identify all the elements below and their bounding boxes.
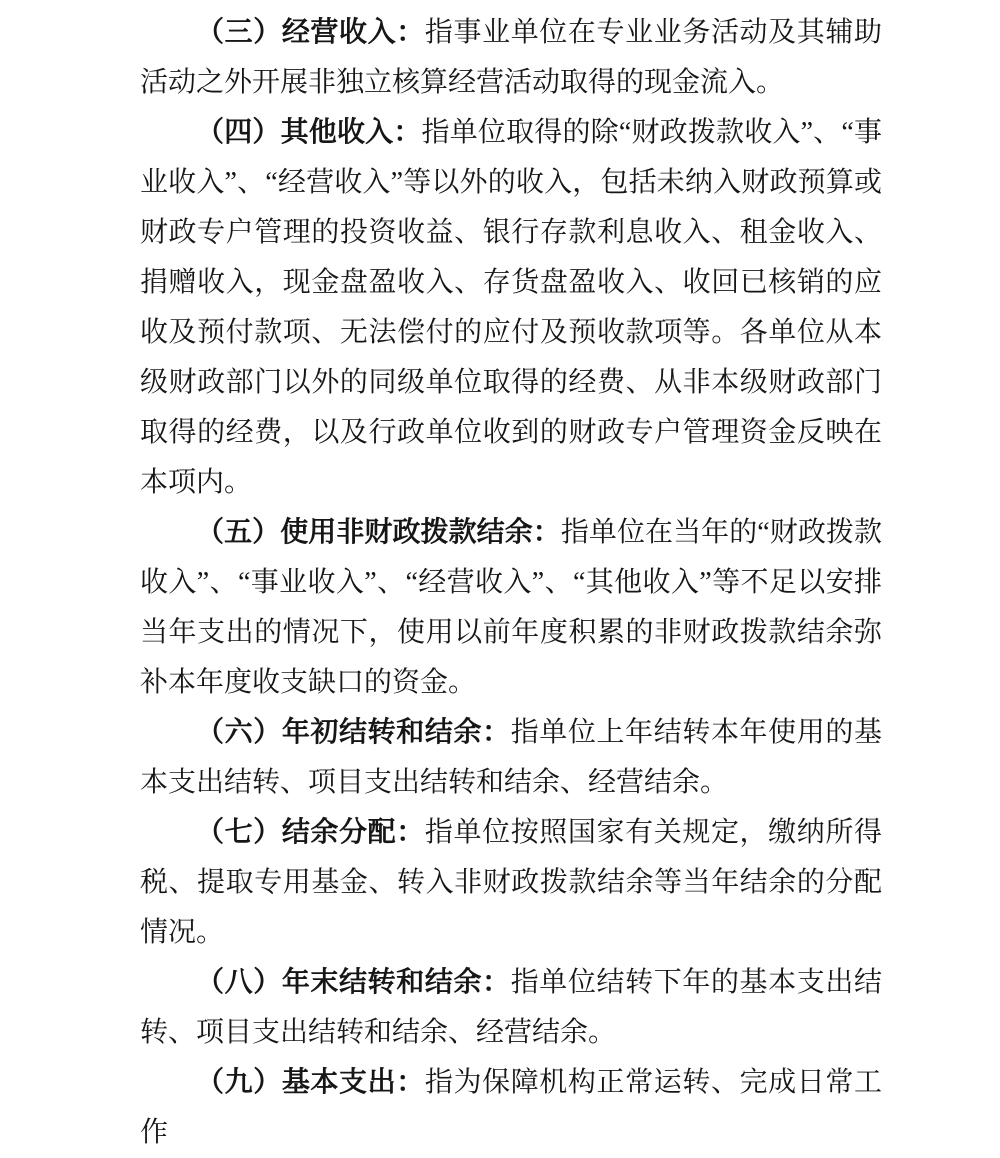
- para-surplus-distribution-text: 指单位按照国家有关规定，缴纳所得税、提取专用基金、转入非财政拨款结余等当年结余的分配情况。: [140, 817, 882, 948]
- para-other-income-label: （四）其他收入：: [196, 117, 422, 148]
- para-basic-expenditure: [140, 1058, 882, 1158]
- para-yearend-carryover: [140, 958, 882, 1058]
- para-non-fiscal-surplus-use-label: （五）使用非财政拨款结余：: [196, 517, 561, 548]
- para-yearend-carryover-label: （八）年末结转和结余：: [196, 967, 511, 998]
- para-operating-revenue: [140, 8, 882, 108]
- para-beginning-carryover: [140, 708, 882, 808]
- para-other-income: [140, 108, 882, 508]
- para-yearend-carryover-text: 指单位结转下年的基本支出结转、项目支出结转和结余、经营结余。: [140, 967, 882, 1048]
- para-basic-expenditure-text: 指为保障机构正常运转、完成日常工作: [140, 1067, 882, 1148]
- para-basic-expenditure-label: （九）基本支出：: [196, 1067, 425, 1098]
- para-beginning-carryover-text: 指单位上年结转本年使用的基本支出结转、项目支出结转和结余、经营结余。: [140, 717, 882, 798]
- para-non-fiscal-surplus-use-text: 指单位在当年的“财政拨款收入”、“事业收入”、“经营收入”、“其他收入”等不足以安排当年支出的情况下，使用以前年度积累的非财政拨款结余弥补本年度收支缺口的资金。: [140, 517, 882, 698]
- para-surplus-distribution-label: （七）结余分配：: [196, 817, 425, 848]
- para-non-fiscal-surplus-use: [140, 508, 882, 708]
- para-operating-revenue-label: （三）经营收入：: [196, 17, 425, 48]
- para-surplus-distribution: [140, 808, 882, 958]
- para-beginning-carryover-label: （六）年初结转和结余：: [196, 717, 511, 748]
- para-other-income-text: 指单位取得的除“财政拨款收入”、“事业收入”、“经营收入”等以外的收入，包括未纳入财政预算或财政专户管理的投资收益、银行存款利息收入、租金收入、捐赠收入，现金盘盈收入、存货盘盈收入、收回已核销的应收及预付款项、无法偿付的应付及预收款项等。各单位从本级财政部门以外的同级单位取得的经费、从非本级财政部门取得的经费，以及行政单位收到的财政专户管理资金反映在本项内。: [140, 117, 882, 498]
- para-operating-revenue-text: 指事业单位在专业业务活动及其辅助活动之外开展非独立核算经营活动取得的现金流入。: [140, 17, 882, 98]
